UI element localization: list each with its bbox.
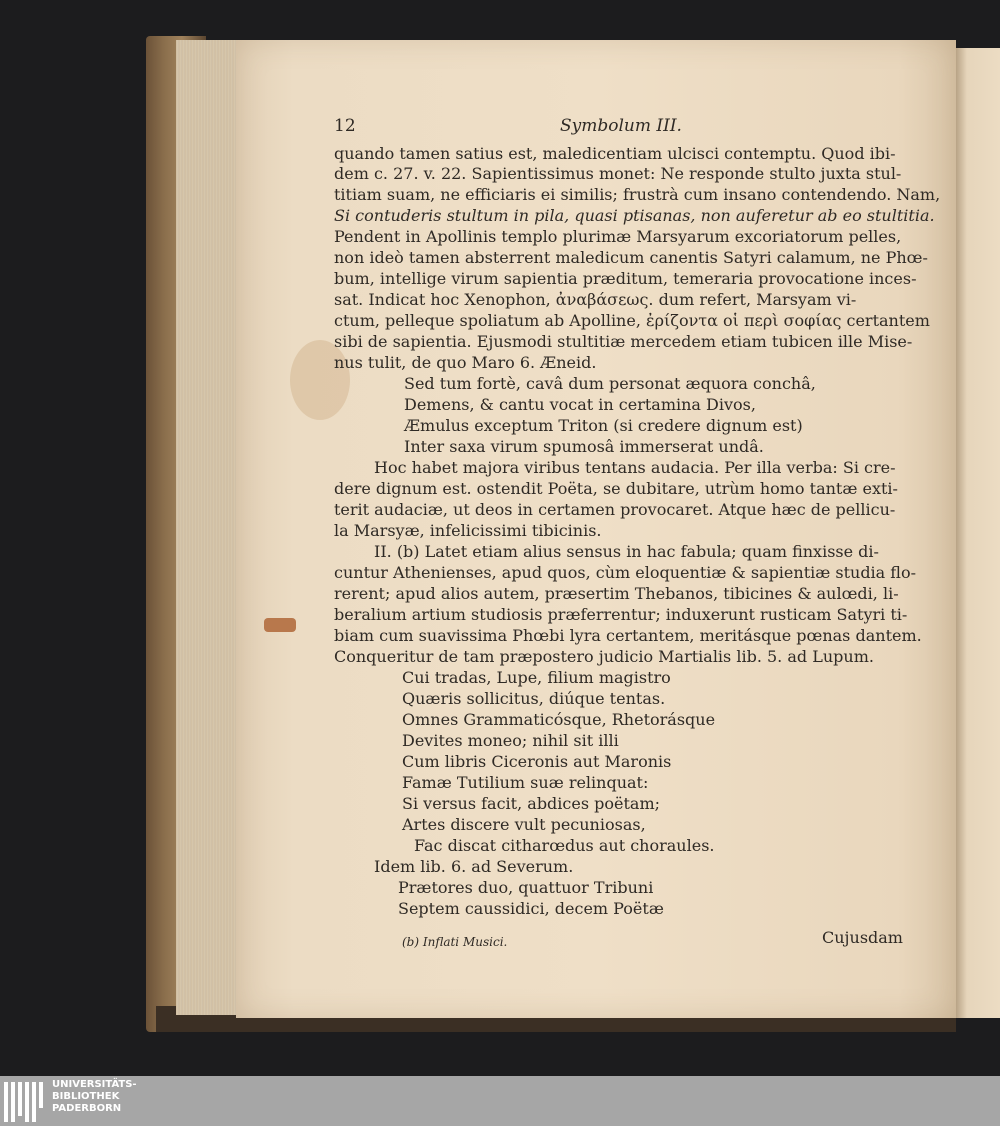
footnote: (b) Inflati Musici. bbox=[402, 935, 508, 949]
verse-line: Cui tradas, Lupe, filium magistro bbox=[402, 668, 671, 687]
text-line: sat. Indicat hoc Xenophon, ἀναβάσεως. dum refert, Marsyam vi- bbox=[334, 290, 857, 309]
text-line: Pendent in Apollinis templo plurimæ Marsyarum excoriatorum pelles, bbox=[334, 227, 902, 246]
verse-line: Famæ Tutilium suæ relinquat: bbox=[402, 773, 649, 792]
text-line: quando tamen satius est, maledicentiam ulcisci contemptu. Quod ibi- bbox=[334, 144, 896, 163]
text-line: II. (b) Latet etiam alius sensus in hac fabula; quam finxisse di- bbox=[374, 542, 879, 561]
text-line: bum, intellige virum sapientia præditum, temeraria provocatione inces- bbox=[334, 269, 917, 288]
library-name-line2: BIBLIOTHEK bbox=[52, 1091, 120, 1102]
text-line: cuntur Athenienses, apud quos, cùm eloquentiæ & sapientiæ studia flo- bbox=[334, 563, 917, 582]
verse-line: Prætores duo, quattuor Tribuni bbox=[398, 878, 654, 897]
verse-line: Quæris sollicitus, diúque tentas. bbox=[402, 689, 666, 708]
text-line: non ideò tamen absterrent maledicum canentis Satyri calamum, ne Phœ- bbox=[334, 248, 928, 267]
text-line: sibi de sapientia. Ejusmodi stultitiæ mercedem etiam tubicen ille Mise- bbox=[334, 332, 913, 351]
library-logo-icon bbox=[4, 1082, 44, 1122]
text-line: Conqueritur de tam præpostero judicio Martialis lib. 5. ad Lupum. bbox=[334, 647, 874, 666]
verse-line: Septem caussidici, decem Poëtæ bbox=[398, 899, 664, 918]
text-line: beralium artium studiosis præferrentur; induxerunt rusticam Satyri ti- bbox=[334, 605, 908, 624]
text-line: terit audaciæ, ut deos in certamen provocaret. Atque hæc de pellicu- bbox=[334, 500, 896, 519]
text-line: titiam suam, ne efficiaris ei similis; frustrà cum insano contendendo. Nam, bbox=[334, 185, 941, 204]
library-name bbox=[52, 1079, 137, 1115]
bookmark-tab bbox=[264, 618, 296, 632]
text-line: ctum, pelleque spoliatum ab Apolline, ἐρίζοντα οἱ περὶ σοφίας certantem bbox=[334, 311, 930, 330]
verse-line: Inter saxa virum spumosâ immerserat undâ. bbox=[404, 437, 764, 456]
library-footer bbox=[0, 1076, 1000, 1126]
text-line: biam cum suavissima Phœbi lyra certantem, meritásque pœnas dantem. bbox=[334, 626, 922, 645]
page-number: 12 bbox=[334, 116, 356, 136]
verse-line: Demens, & cantu vocat in certamina Divos, bbox=[404, 395, 756, 414]
page-stack-edges bbox=[176, 40, 238, 1015]
verse-line: Si versus facit, abdices poëtam; bbox=[402, 794, 661, 813]
text-line: dere dignum est. ostendit Poëta, se dubitare, utrùm homo tantæ exti- bbox=[334, 479, 898, 498]
verse-line: Omnes Grammaticósque, Rhetorásque bbox=[402, 710, 716, 729]
library-name-line1: UNIVERSITÄTS- bbox=[52, 1079, 137, 1090]
verse-line: Cum libris Ciceronis aut Maronis bbox=[402, 752, 672, 771]
catchword: Cujusdam bbox=[822, 928, 903, 947]
text-line: rerent; apud alios autem, præsertim Thebanos, tibicines & aulœdi, li- bbox=[334, 584, 899, 603]
paper-stain bbox=[290, 340, 350, 420]
running-head: Symbolum III. bbox=[560, 116, 682, 136]
text-line: la Marsyæ, infelicissimi tibicinis. bbox=[334, 521, 602, 540]
text-line: nus tulit, de quo Maro 6. Æneid. bbox=[334, 353, 597, 372]
verse-line: Sed tum fortè, cavâ dum personat æquora conchâ, bbox=[404, 374, 816, 393]
text-line: Si contuderis stultum in pila, quasi ptisanas, non auferetur ab eo stultitia. bbox=[334, 206, 935, 225]
verse-line: Æmulus exceptum Triton (si credere dignum est) bbox=[404, 416, 803, 435]
text-line: Idem lib. 6. ad Severum. bbox=[374, 857, 574, 876]
text-line: Hoc habet majora viribus tentans audacia. Per illa verba: Si cre- bbox=[374, 458, 896, 477]
text-line: dem c. 27. v. 22. Sapientissimus monet: Ne responde stulto juxta stul- bbox=[334, 164, 902, 183]
facing-page-edge bbox=[956, 48, 1000, 1018]
verse-line: Devites moneo; nihil sit illi bbox=[402, 731, 619, 750]
verse-line: Fac discat citharœdus aut choraules. bbox=[414, 836, 715, 855]
library-name-line3: PADERBORN bbox=[52, 1103, 122, 1114]
verse-line: Artes discere vult pecuniosas, bbox=[402, 815, 646, 834]
